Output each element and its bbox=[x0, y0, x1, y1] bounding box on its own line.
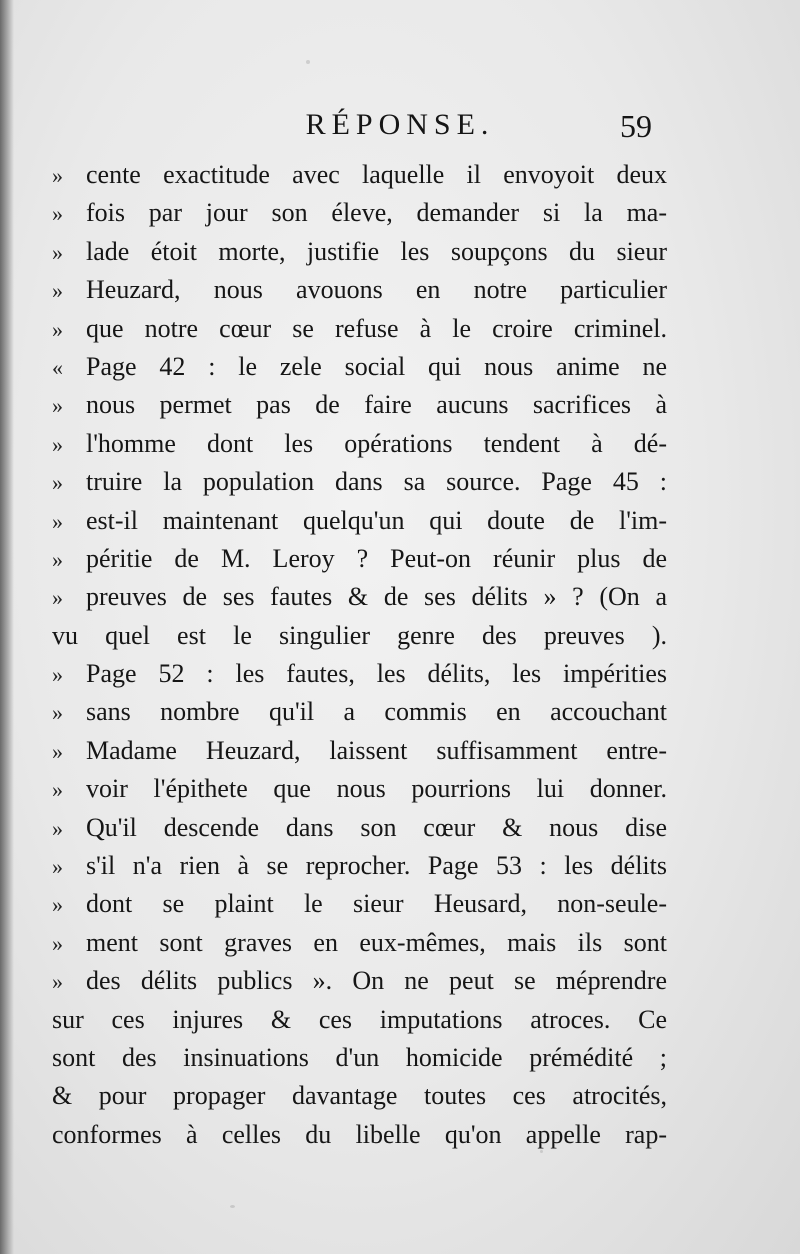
quote-mark: » bbox=[52, 585, 63, 611]
text-line bbox=[52, 1039, 667, 1077]
quote-mark: » bbox=[52, 815, 63, 841]
text-line bbox=[52, 732, 667, 770]
line-text: nous permet pas de faire aucuns sacrifices à bbox=[86, 390, 667, 420]
line-text: est-il maintenant quelqu'un qui doute de l'im- bbox=[86, 505, 667, 535]
line-text: preuves de ses fautes & de ses délits » ? (On a bbox=[86, 582, 667, 612]
text-line bbox=[52, 578, 667, 616]
text-line bbox=[52, 425, 667, 463]
text-line bbox=[52, 233, 667, 271]
quote-mark: » bbox=[52, 662, 63, 688]
line-text: truire la population dans sa source. Page 45 : bbox=[86, 467, 667, 497]
text-line bbox=[52, 847, 667, 885]
line-text: Page 52 : les fautes, les délits, les impérities bbox=[86, 659, 667, 689]
text-line bbox=[52, 463, 667, 501]
quote-mark: » bbox=[52, 738, 63, 764]
quote-mark: » bbox=[52, 201, 63, 227]
text-line bbox=[52, 809, 667, 847]
quote-mark: » bbox=[52, 969, 63, 995]
text-line bbox=[52, 348, 667, 386]
quote-mark: » bbox=[52, 508, 63, 534]
line-text: vu quel est le singulier genre des preuves ). bbox=[52, 620, 667, 650]
line-text: Heuzard, nous avouons en notre particulier bbox=[86, 275, 667, 305]
paper-speck bbox=[306, 60, 310, 64]
line-text: dont se plaint le sieur Heusard, non-seule- bbox=[86, 889, 667, 919]
text-line bbox=[52, 540, 667, 578]
line-text: voir l'épithete que nous pourrions lui donner. bbox=[86, 774, 667, 804]
text-line bbox=[52, 1077, 667, 1115]
page-header bbox=[0, 108, 800, 148]
running-head: RÉPONSE. bbox=[305, 108, 495, 141]
text-line bbox=[52, 194, 667, 232]
text-line bbox=[52, 693, 667, 731]
quote-mark: » bbox=[52, 470, 63, 496]
line-text: sans nombre qu'il a commis en accouchant bbox=[86, 697, 667, 727]
line-text: l'homme dont les opérations tendent à dé- bbox=[86, 428, 667, 458]
text-line bbox=[52, 386, 667, 424]
text-line bbox=[52, 310, 667, 348]
quote-mark: » bbox=[52, 239, 63, 265]
text-line bbox=[52, 924, 667, 962]
quote-mark: » bbox=[52, 163, 63, 188]
quote-mark: » bbox=[52, 854, 63, 880]
text-line bbox=[52, 770, 667, 808]
quote-mark: » bbox=[52, 892, 63, 918]
line-text: que notre cœur se refuse à le croire criminel. bbox=[86, 313, 667, 343]
text-line bbox=[52, 271, 667, 309]
text-line bbox=[52, 655, 667, 693]
quote-mark: » bbox=[52, 777, 63, 803]
line-text: Madame Heuzard, laissent suffisamment entre- bbox=[86, 735, 667, 765]
line-text: s'il n'a rien à se reprocher. Page 53 : les délits bbox=[86, 851, 667, 881]
line-text: conformes à celles du libelle qu'on appelle rap- bbox=[52, 1119, 667, 1149]
text-line bbox=[52, 156, 667, 194]
line-text: & pour propager davantage toutes ces atrocités, bbox=[52, 1081, 667, 1111]
text-line bbox=[52, 502, 667, 540]
paper-speck bbox=[230, 1205, 235, 1208]
quote-mark: » bbox=[52, 546, 63, 572]
quote-mark: » bbox=[52, 930, 63, 956]
line-text: lade étoit morte, justifie les soupçons du sieur bbox=[86, 236, 667, 266]
body-text bbox=[52, 156, 667, 1154]
line-text: des délits publics ». On ne peut se méprendre bbox=[86, 966, 667, 996]
page-number: 59 bbox=[620, 108, 652, 144]
quote-mark: » bbox=[52, 393, 63, 419]
line-text: fois par jour son éleve, demander si la ma- bbox=[86, 198, 667, 228]
page-gutter-shadow bbox=[0, 0, 14, 1254]
text-line bbox=[52, 617, 667, 655]
text-line bbox=[52, 962, 667, 1000]
text-line bbox=[52, 1116, 667, 1154]
quote-mark: « bbox=[52, 354, 63, 380]
line-text: Qu'il descende dans son cœur & nous dise bbox=[86, 812, 667, 842]
line-text: cente exactitude avec laquelle il envoyoit deux bbox=[86, 160, 667, 189]
quote-mark: » bbox=[52, 700, 63, 726]
quote-mark: » bbox=[52, 316, 63, 342]
quote-mark: » bbox=[52, 278, 63, 304]
line-text: sur ces injures & ces imputations atroces. Ce bbox=[52, 1004, 667, 1034]
line-text: péritie de M. Leroy ? Peut-on réunir plus de bbox=[86, 543, 667, 573]
text-line bbox=[52, 1001, 667, 1039]
line-text: Page 42 : le zele social qui nous anime ne bbox=[86, 351, 667, 381]
line-text: ment sont graves en eux-mêmes, mais ils sont bbox=[86, 927, 667, 957]
line-text: sont des insinuations d'un homicide prémédité ; bbox=[52, 1042, 667, 1072]
text-line bbox=[52, 885, 667, 923]
quote-mark: » bbox=[52, 431, 63, 457]
